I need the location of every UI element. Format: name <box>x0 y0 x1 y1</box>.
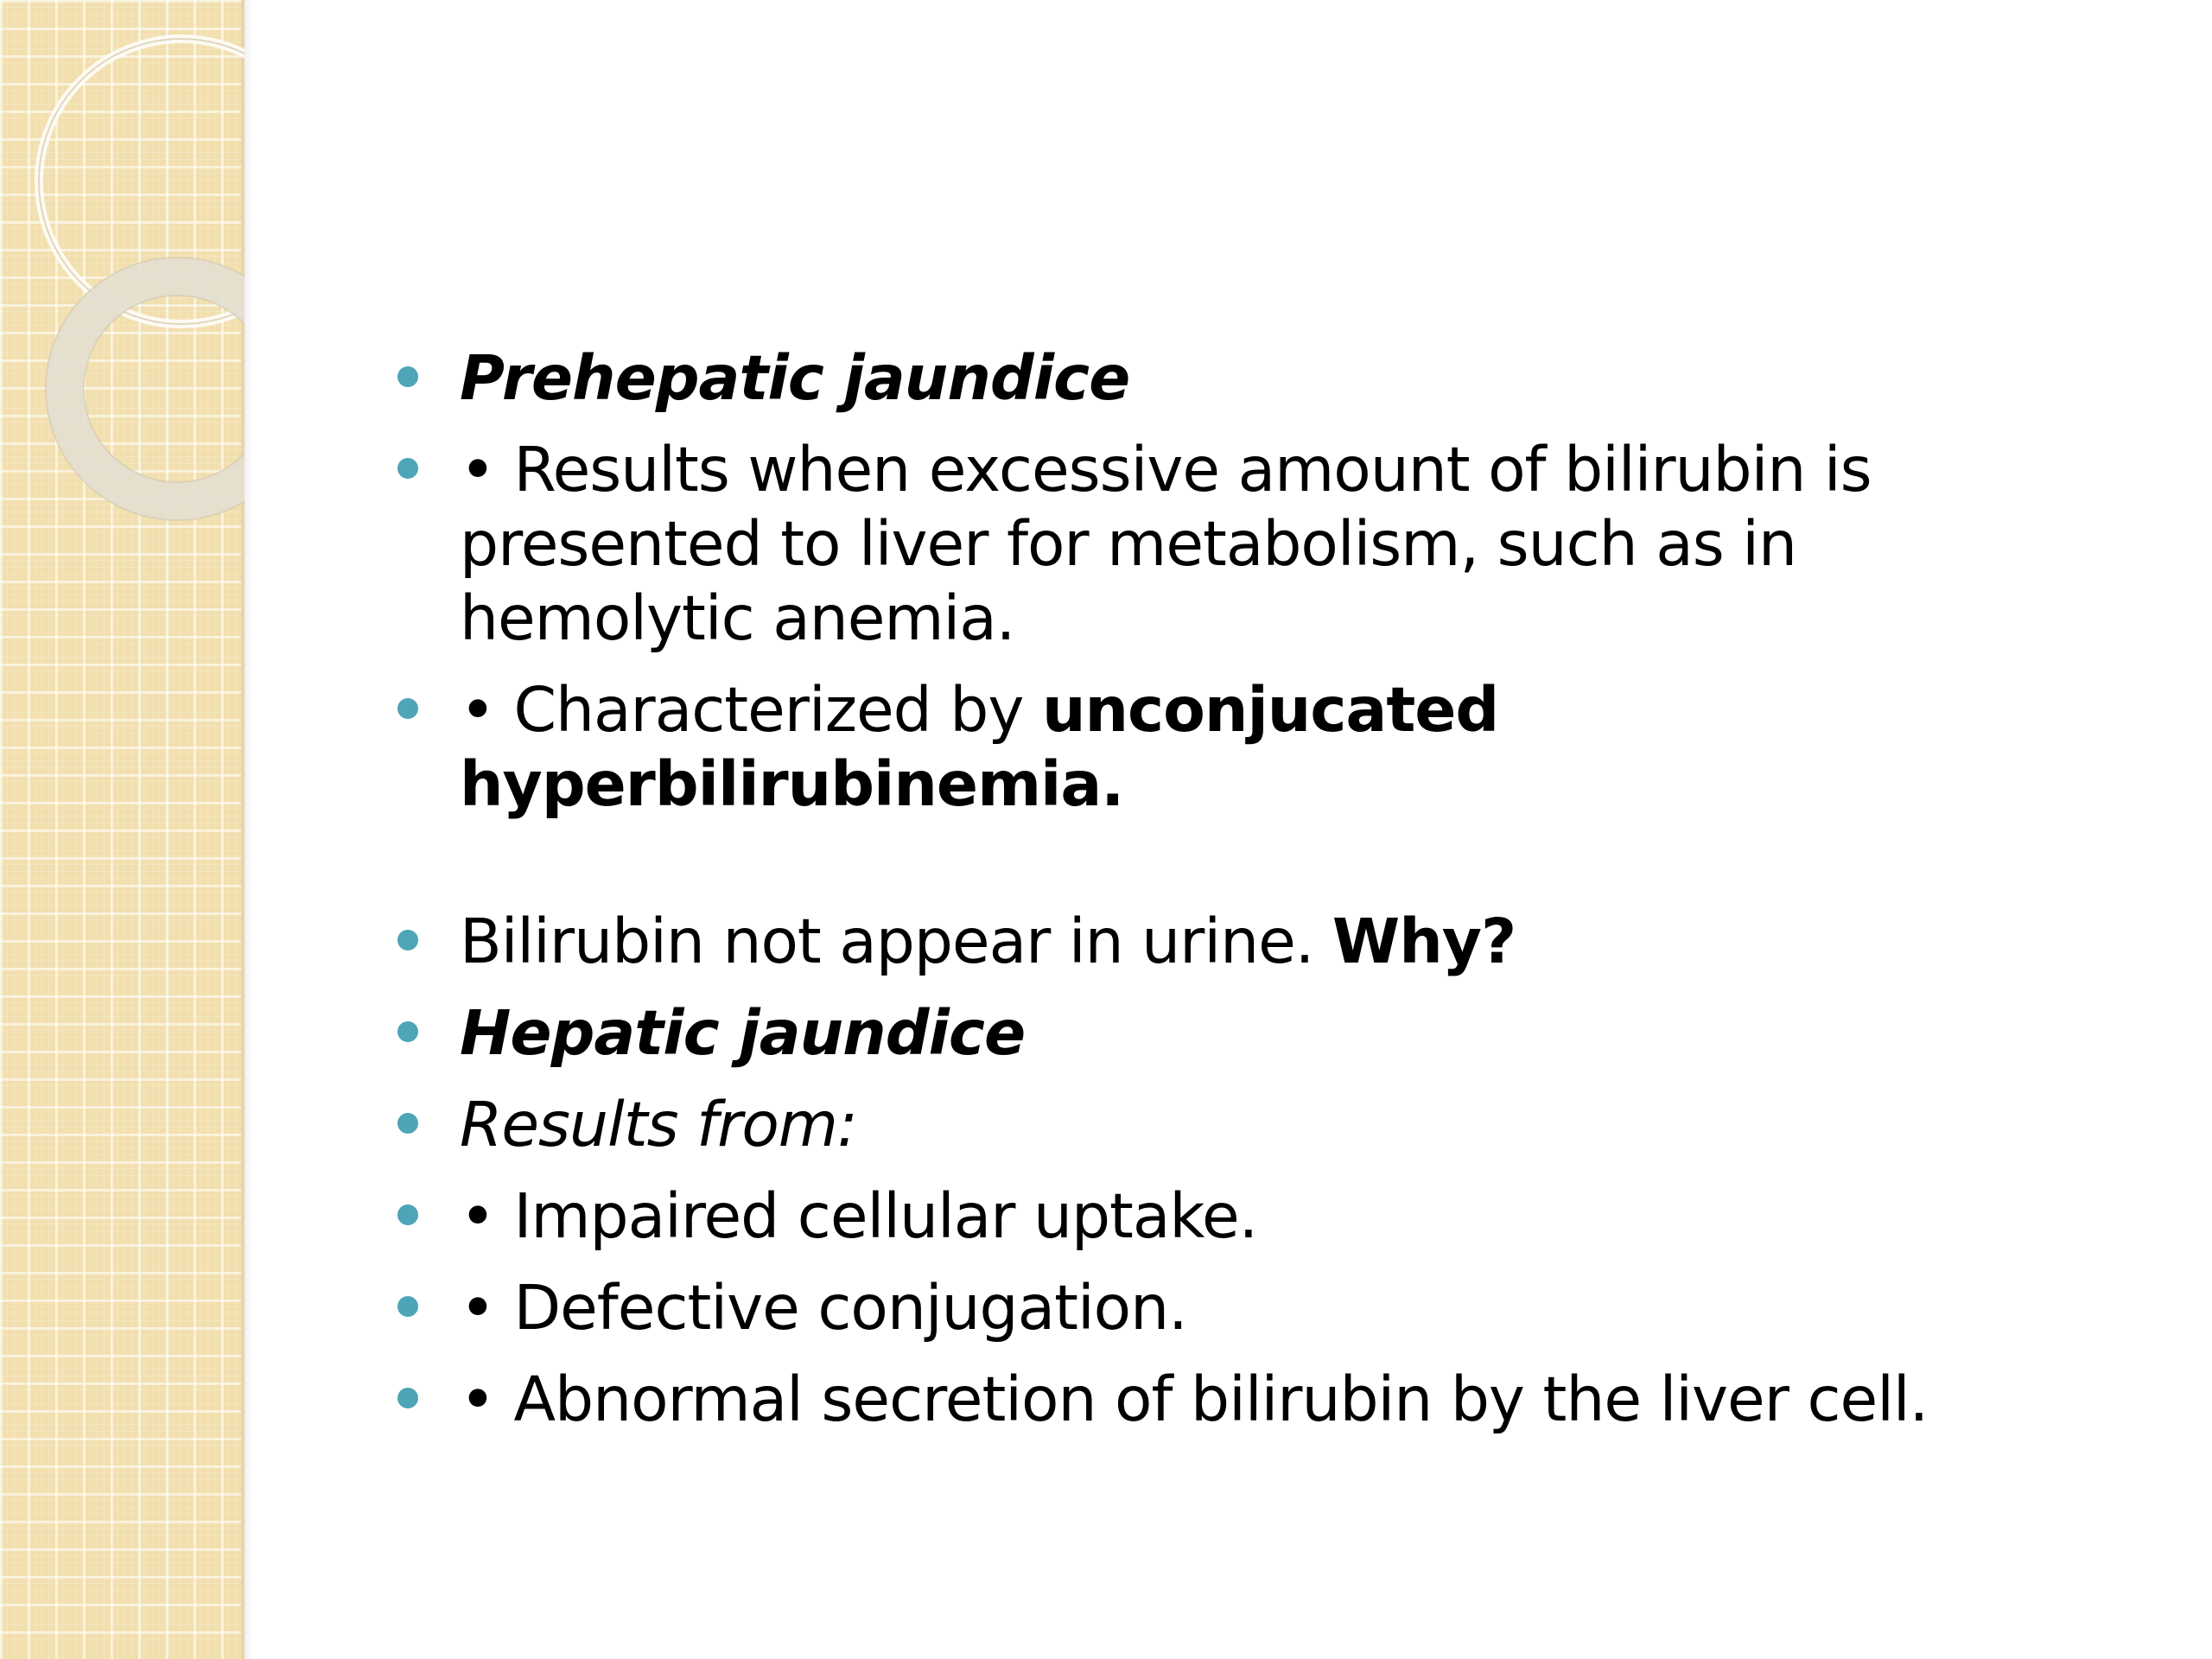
bullet-list <box>380 341 2022 1437</box>
list-item <box>380 996 2022 1071</box>
bullet-icon <box>397 1113 418 1134</box>
list-item-text: • Results when excessive amount of bilirubin is presented to liver for metabolism, such as in hemolytic anemia. <box>460 434 1872 654</box>
list-item <box>380 1088 2022 1162</box>
list-item <box>380 341 2022 416</box>
list-item-text: Bilirubin not appear in urine. <box>460 906 1332 977</box>
bullet-icon <box>397 1296 418 1317</box>
list-item-text: • Abnormal secretion of bilirubin by the liver cell. <box>460 1363 1929 1435</box>
bullet-icon <box>397 1205 418 1225</box>
list-item-italic-text: Results from: <box>460 1089 857 1160</box>
bullet-icon <box>397 930 418 950</box>
list-item-text: • Characterized by <box>460 674 1042 746</box>
heading-hepatic: Hepatic jaundice <box>460 997 1026 1069</box>
list-item <box>380 1179 2022 1254</box>
list-item-bold-text: unconjucated hyperbilirubinemia. <box>460 674 1499 820</box>
bullet-icon <box>397 366 418 387</box>
list-item <box>380 1363 2022 1437</box>
list-item <box>380 433 2022 656</box>
bullet-icon <box>397 1021 418 1042</box>
bullet-icon <box>397 1388 418 1408</box>
list-item <box>380 905 2022 979</box>
list-item-text: • Defective conjugation. <box>460 1272 1187 1344</box>
sidebar-shadow <box>245 0 253 1659</box>
heading-prehepatic: Prehepatic jaundice <box>460 342 1130 414</box>
bullet-icon <box>397 458 418 479</box>
list-item <box>380 1271 2022 1345</box>
decorative-rings-icon <box>0 0 245 553</box>
list-item <box>380 673 2022 822</box>
list-item-bold-text: Why? <box>1332 906 1516 977</box>
list-item-text: • Impaired cellular uptake. <box>460 1180 1258 1252</box>
bullet-icon <box>397 698 418 719</box>
